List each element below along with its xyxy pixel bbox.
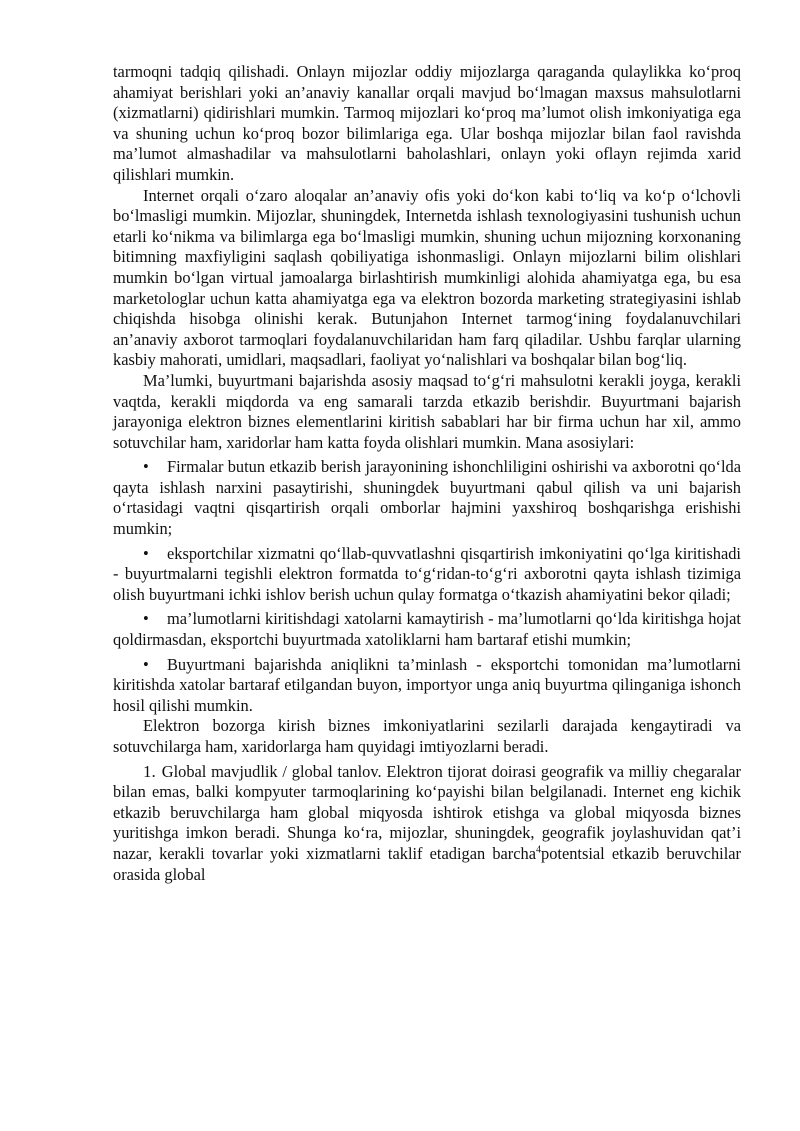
numbered-item-text: Global mavjudlik / global tanlov. Elektron tijorat doirasi geografik va milliy chegaralar bilan emas, balki kompyuter tarmoqlarining ko‘payishi bilan belgilanadi. Internet eng kichik etkazib beruvchilarga ham global miqyosda ishtirok etishga va global miqyosda biznes yuritishga imkon beradi. Shunga ko‘ra, mijozlar, shuningdek, geografik joylashuvidan qat’i nazar, kerakli tovarlar yoki xizmatlarni taklif etadigan barcha <box>113 761 741 863</box>
paragraph-intro: tarmoqni tadqiq qilishadi. Onlayn mijozlar oddiy mijozlarga qaraganda qulaylikka ko‘proq ahamiyat berishlari yoki an’anaviy kanallar orqali mavjud bo‘lmagan maxsus mahsulotlarni (xizmatlarni) qidirishlari mumkin. Tarmoq mijozlari ko‘proq ma’lumot olish imkoniyatiga ega va shuning uchun ko‘proq bozor bilimlariga ega. Ular boshqa mijozlar bilan faol ravishda ma’lumot almashadilar va mahsulotlarni baholashlari, onlayn yoki oflayn rejimda xarid qilishlari mumkin. <box>113 62 741 184</box>
bullet-icon: • <box>143 457 149 477</box>
footnote-reference[interactable]: 4 <box>536 844 541 856</box>
bullet-text: ma’lumotlarni kiritishdagi xatolarni kamaytirish - ma’lumotlarni qo‘lda kiritishga hojat qoldirmasdan, eksportchi buyurtmada xatoliklarni ham bartaraf etishi mumkin; <box>113 609 741 650</box>
paragraph-elektron: Elektron bozorga kirish biznes imkoniyatlarini sezilarli darajada kengaytiradi va sotuvchilarga ham, xaridorlarga ham quyidagi imtiyozlarni beradi. <box>113 716 741 756</box>
paragraph-internet: Internet orqali o‘zaro aloqalar an’anaviy ofis yoki do‘kon kabi to‘liq va ko‘p o‘lchovli bo‘lmasligi mumkin. Mijozlar, shuningdek, Internetda ishlash texnologiyasini tushunish uchun etarli ko‘nikma va bilimlarga ega bo‘lmasligi mumkin, shuning uchun mijozning korxonaning bitimning maxfiyligini saqlash qobiliyatiga ishonmasligi. Onlayn mijozlarni bilim olishlari mumkin bo‘lgan virtual jamoalarga birlashtirish mumkinligi alohida ahamiyatga ega, bu esa marketologlar uchun katta ahamiyatga ega va elektron bozorda marketing strategiyasini ishlab chiqishda hisobga olinishi kerak. Butunjahon Internet tarmog‘ining foydalanuvchilari an’anaviy axborot tarmoqlari foydalanuvchilaridan ham farq qiladilar. Ushbu farqlar ularning kasbiy mahorati, umidlari, maqsadlari, faoliyat yo‘nalishlari va boshqalar bilan bog‘liq. <box>113 185 741 370</box>
bullet-item <box>113 605 741 650</box>
bullet-text: eksportchilar xizmatni qo‘llab-quvvatlashni qisqartirish imkoniyatini qo‘lga kiritishadi - buyurtmalarni tegishli elektron formatda to‘g‘ridan-to‘g‘ri axborotni qayta ishlash tizimiga olish buyurtmani ichki ishlov berish uchun qulay formatga o‘tkazish ahamiyatini bekor qiladi; <box>113 543 741 604</box>
bullet-text: Buyurtmani bajarishda aniqlikni ta’minlash - eksportchi tomonidan ma’lumotlarni kiritishda xatolar bartaraf etilgandan buyon, importyor unga aniq buyurtma qilinganiga ishonch hosil qilishi mumkin. <box>113 654 741 715</box>
paragraph-malumki: Ma’lumki, buyurtmani bajarishda asosiy maqsad to‘g‘ri mahsulotni kerakli joyga, kerakli vaqtda, kerakli miqdorda va eng samarali tarzda etkazib berishdir. Buyurtmani bajarish jarayoniga elektron biznes elementlarini kiritish sabablari har bir firma uchun har xil, ammo sotuvchilar ham, xaridorlar ham katta foyda olishlari mumkin. Mana asosiylari: <box>113 370 741 452</box>
item-number: 1. <box>143 761 156 781</box>
bullet-item <box>113 540 741 606</box>
bullet-icon: • <box>143 543 149 563</box>
bullet-text: Firmalar butun etkazib berish jarayonining ishonchliligini oshirishi va axborotni qo‘lda qayta ishlash narxini pasaytirishi, shuningdek buyurtmani qabul qilish va uni bajarish o‘rtasidagi vaqtni qisqartirish orqali omborlar hajmini yaxshiroq boshqarishga erishishi mumkin; <box>113 457 741 539</box>
bullet-icon: • <box>143 609 149 629</box>
numbered-item-1 <box>113 758 741 886</box>
bullet-item <box>113 453 741 539</box>
bullet-icon: • <box>143 654 149 674</box>
document-page <box>113 62 741 885</box>
bullet-item <box>113 651 741 717</box>
numbered-item-tail: potentsial etkazib beruvchilar orasida global <box>113 843 741 884</box>
